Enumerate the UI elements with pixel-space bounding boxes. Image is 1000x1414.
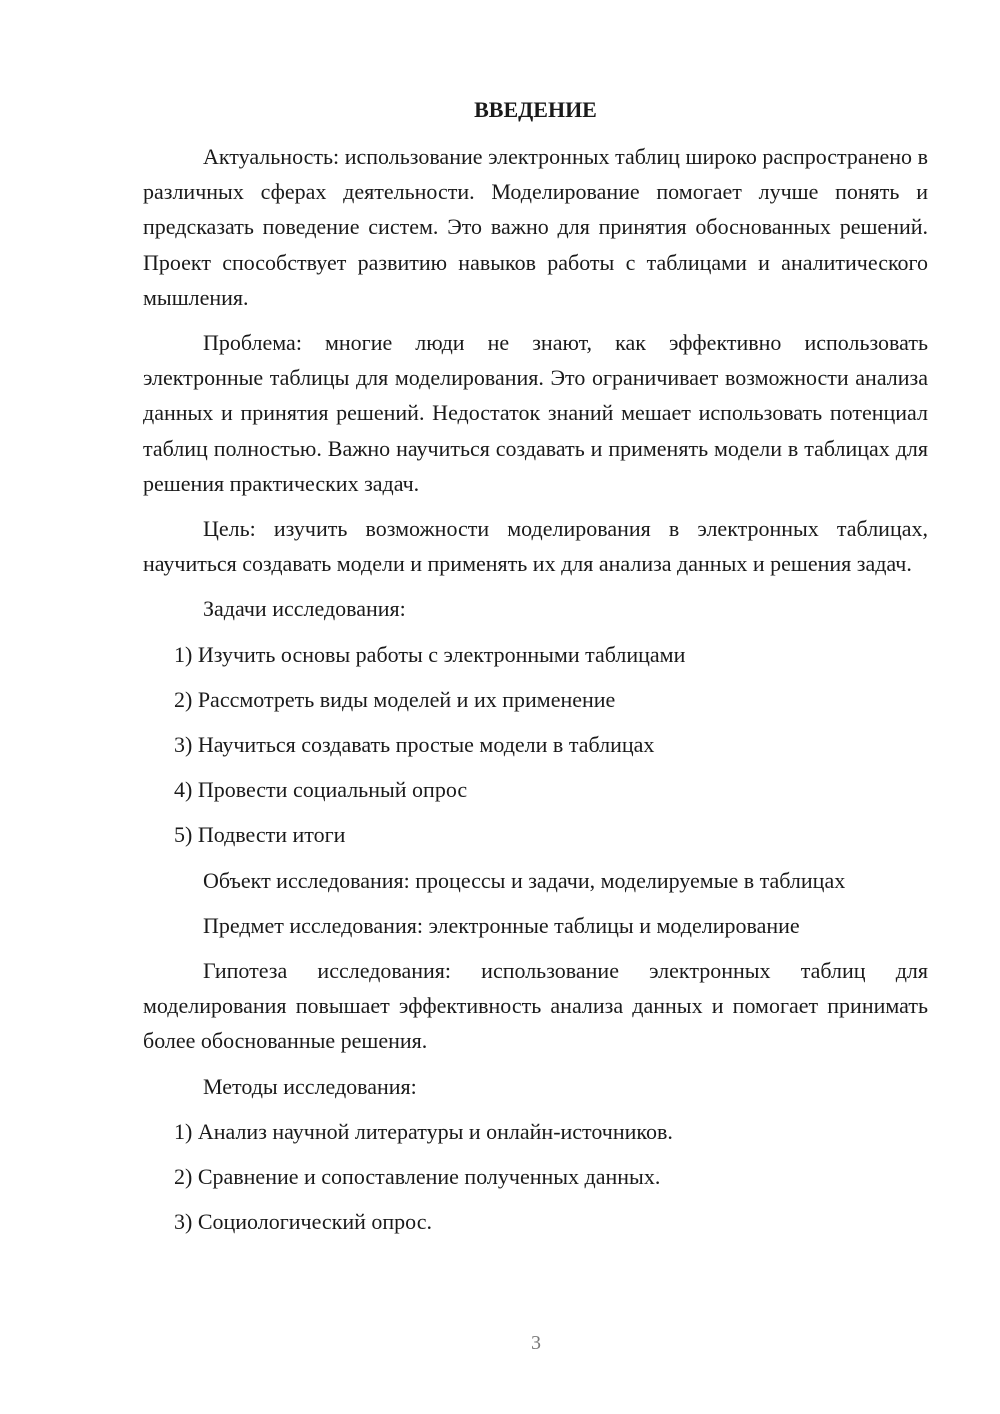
task-item: 1) Изучить основы работы с электронными таблицами (174, 641, 686, 667)
research-object: Объект исследования: процессы и задачи, моделируемые в таблицах (203, 867, 846, 893)
method-item: 1) Анализ научной литературы и онлайн-источников. (174, 1118, 673, 1144)
page-title: ВВЕДЕНИЕ (474, 97, 597, 122)
hypothesis-paragraph: Гипотеза исследования: использование электронных таблиц для моделирования повышает эффективность анализа данных и помогает принимать более обоснованные решения. (143, 958, 928, 1054)
tasks-heading: Задачи исследования: (203, 596, 406, 622)
relevance-paragraph: Актуальность: использование электронных таблиц широко распространено в различных сферах деятельности. Моделирование помогает лучше понять и предсказать поведение систем. Это важно для принятия обоснованных решений. Проект способствует развитию навыков работы с таблицами и аналитического мышления. (143, 144, 928, 310)
page-content (143, 92, 928, 1249)
task-item: 4) Провести социальный опрос (174, 777, 468, 803)
method-item: 3) Социологический опрос. (174, 1209, 432, 1235)
task-item: 3) Научиться создавать простые модели в таблицах (174, 732, 655, 758)
task-item: 2) Рассмотреть виды моделей и их применение (174, 686, 616, 712)
problem-paragraph: Проблема: многие люди не знают, как эффективно использовать электронные таблицы для моделирования. Это ограничивает возможности анализа данных и принятия решений. Недостаток знаний мешает использовать потенциал таблиц полностью. Важно научиться создавать и применять модели в таблицах для решения практических задач. (143, 330, 928, 496)
task-item: 5) Подвести итоги (174, 822, 346, 848)
research-subject: Предмет исследования: электронные таблицы и моделирование (203, 912, 800, 938)
method-item: 2) Сравнение и сопоставление полученных данных. (174, 1164, 661, 1190)
methods-heading: Методы исследования: (203, 1073, 417, 1099)
page-number: 3 (531, 1332, 541, 1354)
goal-paragraph: Цель: изучить возможности моделирования в электронных таблицах, научиться создавать модели и применять их для анализа данных и решения задач. (143, 516, 928, 577)
